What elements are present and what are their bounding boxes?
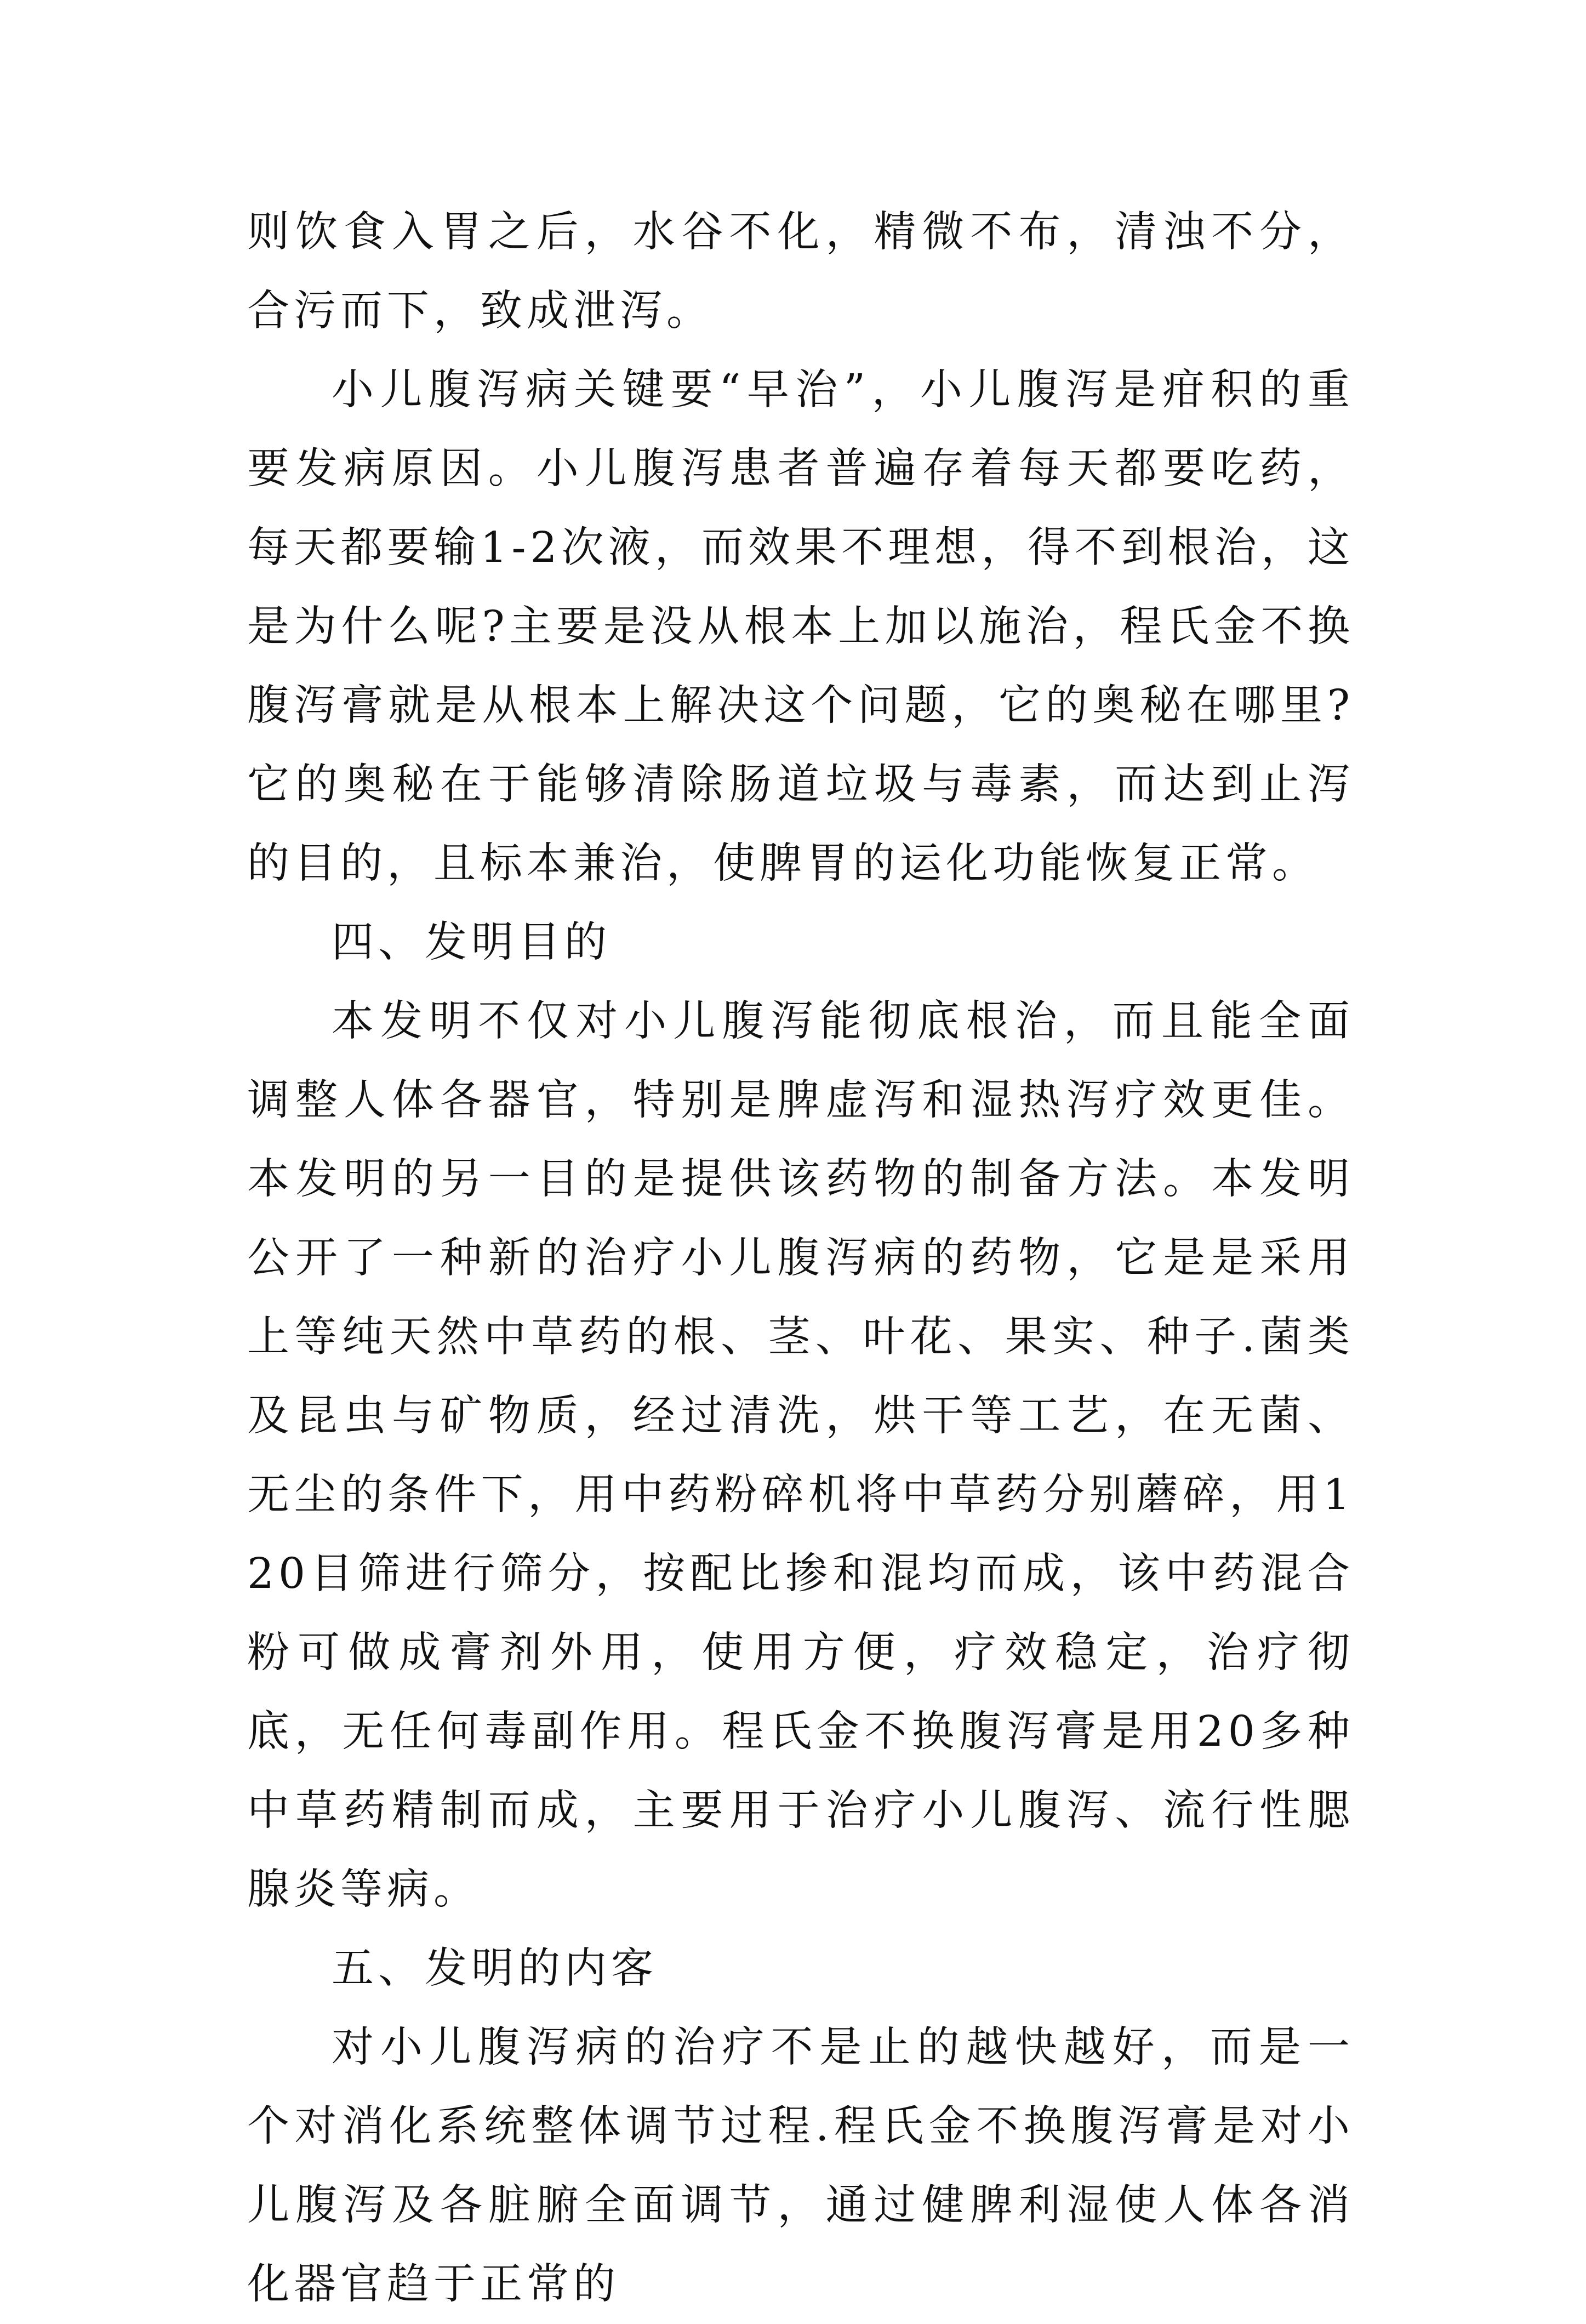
- section-heading-content: 五、发明的内客: [332, 1944, 658, 1993]
- paragraph-early-treatment: 小儿腹泻病关键要“早治”，小儿腹泻是疳积的重要发病原因。小儿腹泻患者普遍存着每天都要吃药，每天都要输1-2次液，而效果不理想，得不到根治，这是为什么呢?主要是没从根本上加以施治，程氏金不换腹泻膏就是从根本上解决这个问题，它的奥秘在哪里?它的奥秘在于能够清除肠道垃圾与毒素，而达到止泻的目的，且标本兼治，使脾胃的运化功能恢复正常。: [247, 366, 1354, 888]
- paragraph-purpose: 本发明不仅对小儿腹泻能彻底根治，而且能全面调整人体各器官，特别是脾虚泻和湿热泻疗效更佳。本发明的另一目的是提供该药物的制备方法。本发明公开了一种新的治疗小儿腹泻病的药物，它是是采用上等纯天然中草药的根、茎、叶花、果实、种子.菌类及昆虫与矿物质，经过清洗，烘干等工艺，在无菌、无尘的条件下，用中药粉碎机将中草药分别蘑碎，用120目筛进行筛分，按配比掺和混均而成，该中药混合粉可做成膏剂外用，使用方便，疗效稳定，治疗彻底，无任何毒副作用。程氏金不换腹泻膏是用20多种中草药精制而成，主要用于治疗小儿腹泻、流行性腮腺炎等病。: [247, 997, 1354, 1914]
- document-body: [247, 193, 1354, 2324]
- section-heading-purpose: 四、发明目的: [332, 918, 611, 967]
- paragraph-continuation: 则饮食入胃之后，水谷不化，精微不布，清浊不分，合污而下，致成泄泻。: [247, 208, 1354, 335]
- paragraph-content: 对小儿腹泻病的治疗不是止的越快越好，而是一个对消化系统整体调节过程.程氏金不换腹泻膏是对小儿腹泻及各脏腑全面调节，通过健脾利湿使人体各消化器官趋于正常的: [247, 2023, 1354, 2309]
